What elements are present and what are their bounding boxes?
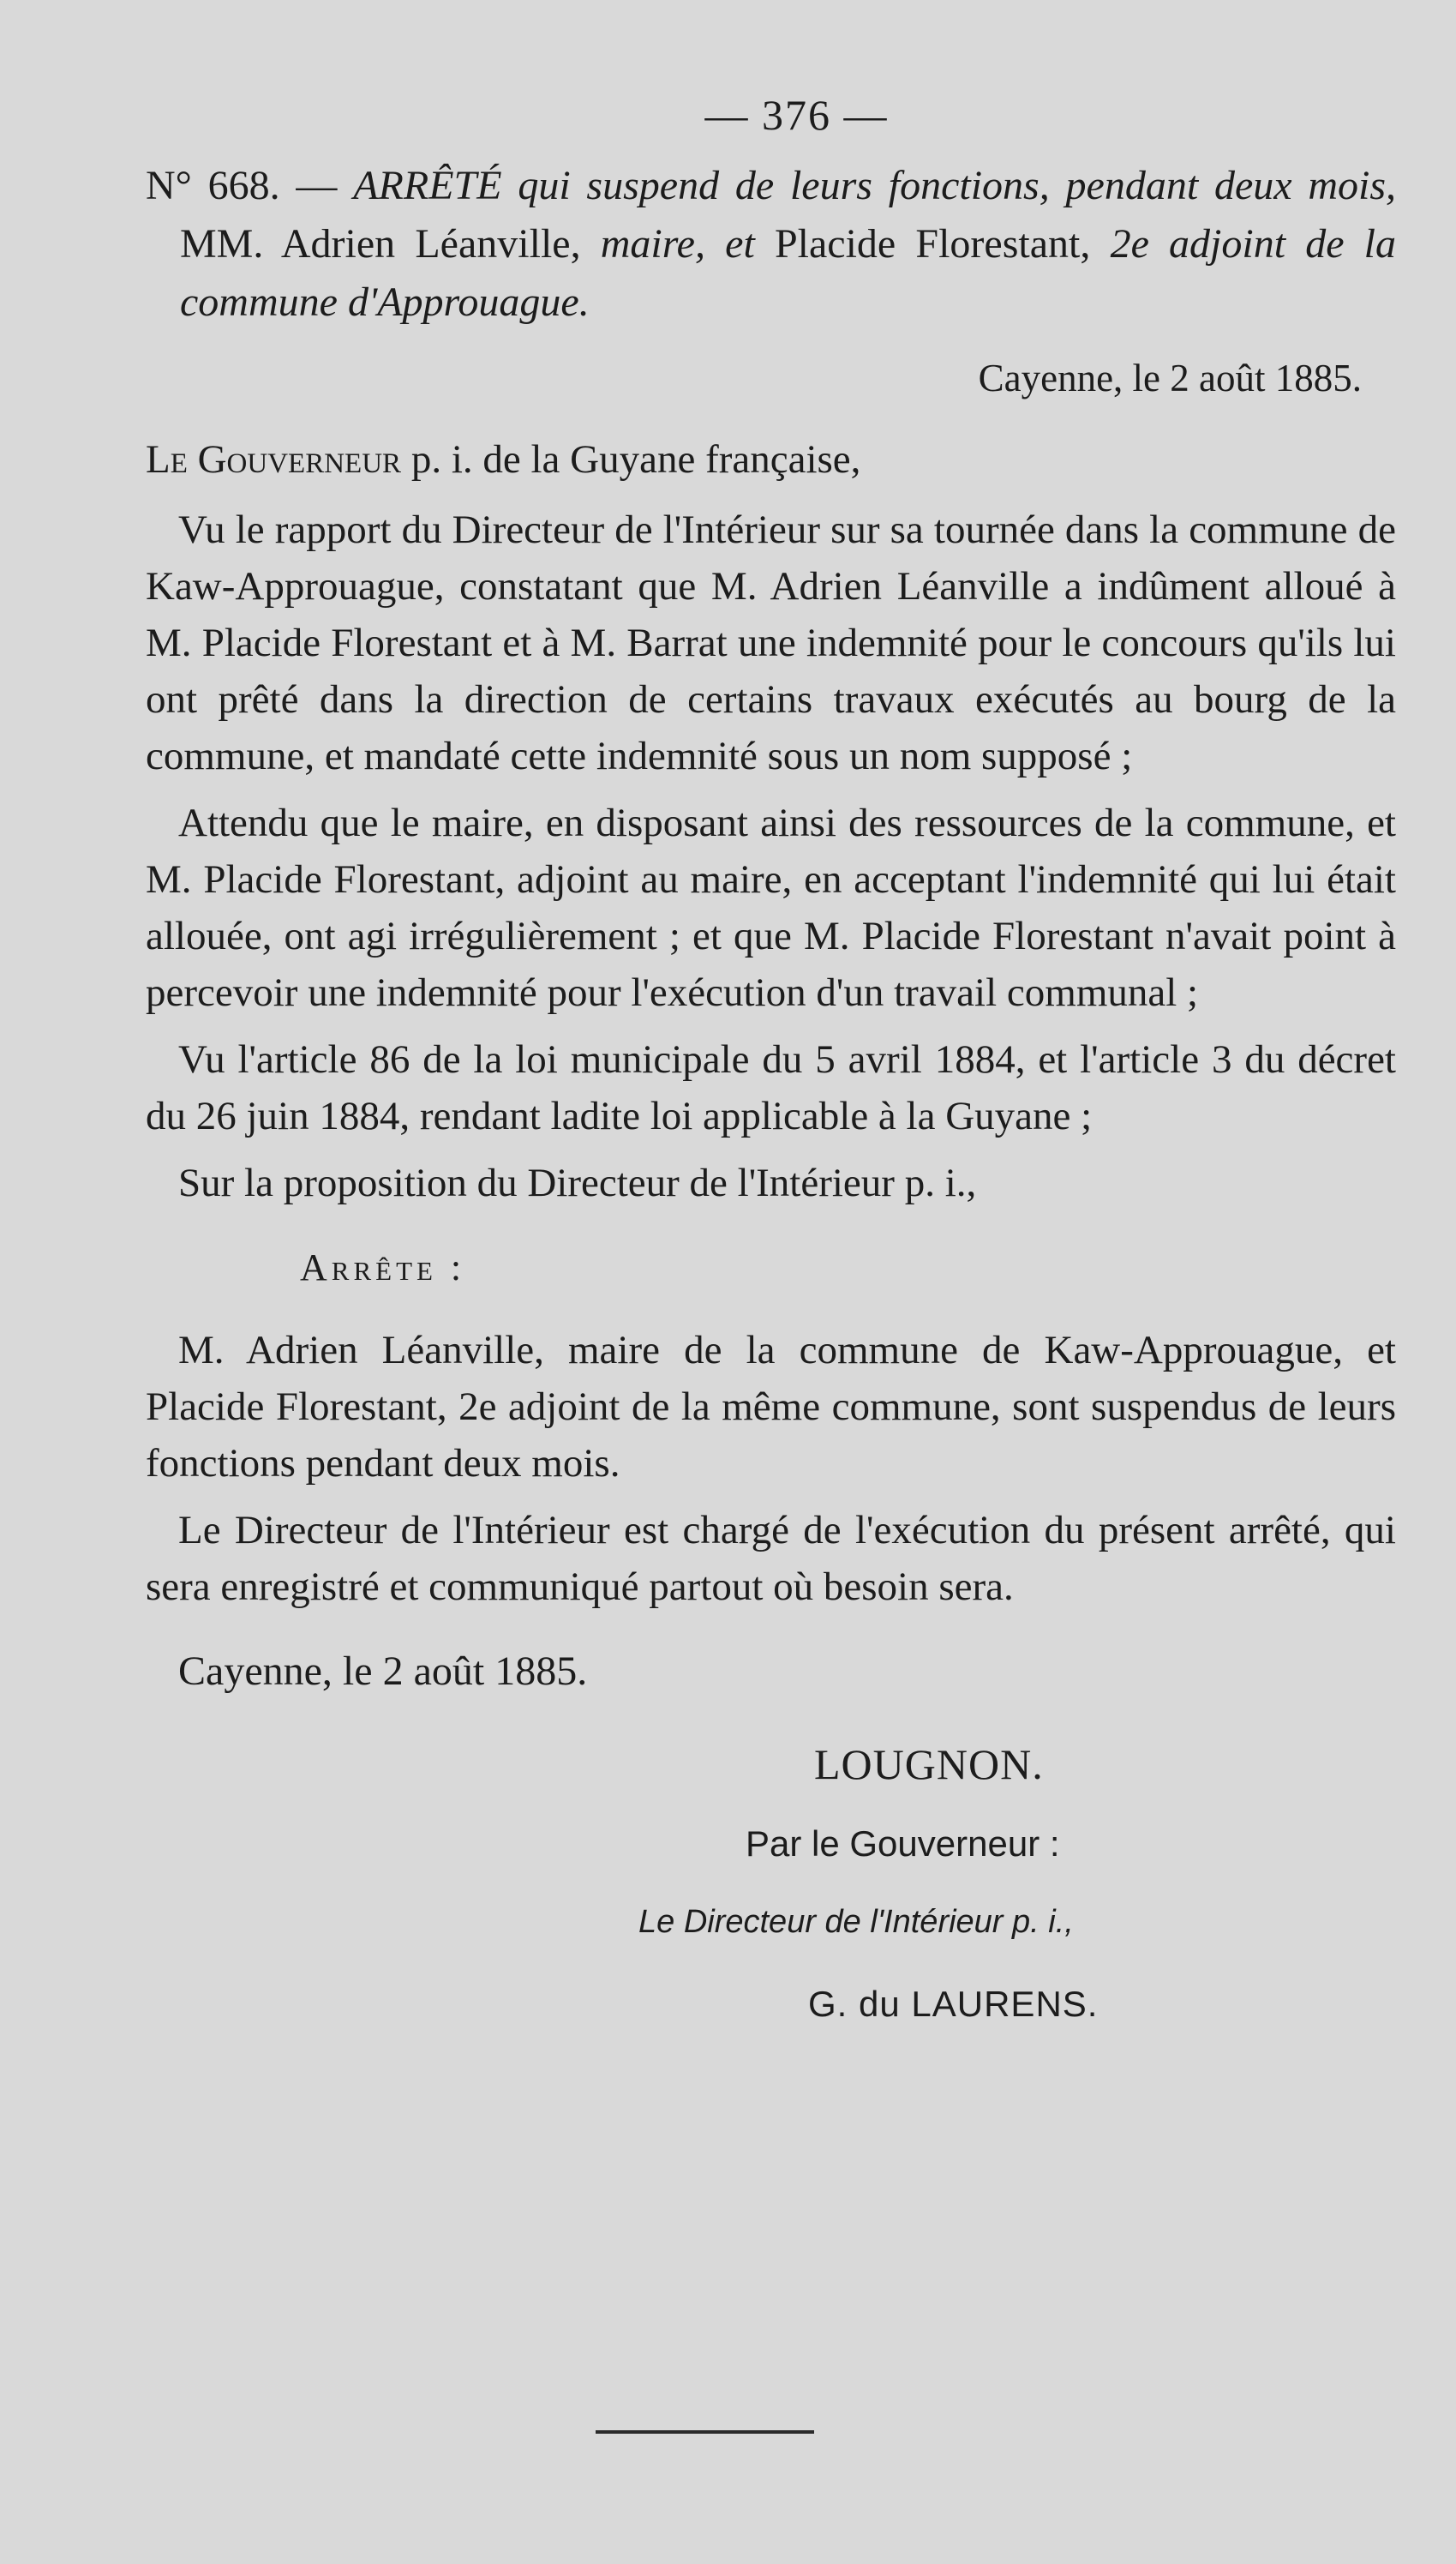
arrete-label: Arrête : (300, 1246, 466, 1288)
place-date-top: Cayenne, le 2 août 1885. (978, 357, 1362, 399)
signature-name: LOUGNON. (814, 1740, 1044, 1788)
governor-label: Le Gouverneur (146, 437, 402, 482)
place-date-bottom: Cayenne, le 2 août 1885. (178, 1648, 588, 1694)
decree-name-1: MM. Adrien Léanville, (180, 221, 581, 267)
governor-line (146, 436, 1396, 483)
paragraph-execution: Le Directeur de l'Intérieur est chargé de l'exécution du présent arrêté, qui sera enregistré et communiqué partout où besoin sera. (146, 1508, 1396, 1609)
par-le-gouverneur: Par le Gouverneur : (746, 1823, 1060, 1864)
paragraph-rapport: Vu le rapport du Directeur de l'Intérieur sur sa tournée dans la commune de Kaw-Approuague, constatant que M. Adrien Léanville a indûment alloué à M. Placide Florestant et à M. Barrat une indemnité pour le concours qu'ils lui ont prêté dans la direction de certains travaux exécutés au bourg de la commune, et mandaté cette indemnité sous un nom supposé ; (146, 507, 1396, 778)
decree-role-1: maire, et (600, 221, 755, 267)
decree-role-2: 2e adjoint de la commune d'Approuague. (180, 221, 1397, 325)
decree-title: ARRÊTÉ qui suspend de leurs fonctions, pendant deux mois, (353, 163, 1397, 208)
closing-rule (596, 2430, 814, 2434)
director-name: G. du LAURENS. (808, 1984, 1099, 2024)
decree-heading (146, 157, 1396, 332)
paragraph-suspension: M. Adrien Léanville, maire de la commune de Kaw-Approuague, et Placide Florestant, 2e adjoint de la même commune, sont suspendus de leurs fonctions pendant deux mois. (146, 1328, 1396, 1486)
paragraph-proposition: Sur la proposition du Directeur de l'Intérieur p. i., (178, 1161, 977, 1205)
director-title: Le Directeur de l'Intérieur p. i., (638, 1904, 1074, 1940)
governor-rest: p. i. de la Guyane française, (410, 437, 861, 482)
paragraph-attendu: Attendu que le maire, en disposant ainsi des ressources de la commune, et M. Placide Florestant, adjoint au maire, en acceptant l'indemnité qui lui était allouée, ont agi irrégulièrement ; et que M. Placide Florestant n'avait point à percevoir une indemnité pour l'exécution d'un travail communal ; (146, 801, 1396, 1015)
decree-number: N° 668. — (146, 163, 338, 208)
decree-name-2: Placide Florestant, (774, 221, 1091, 267)
paragraph-article: Vu l'article 86 de la loi municipale du 5 avril 1884, et l'article 3 du décret du 26 juin 1884, rendant ladite loi applicable à la Guyane ; (146, 1037, 1396, 1138)
page-number: — 376 — (704, 91, 889, 139)
